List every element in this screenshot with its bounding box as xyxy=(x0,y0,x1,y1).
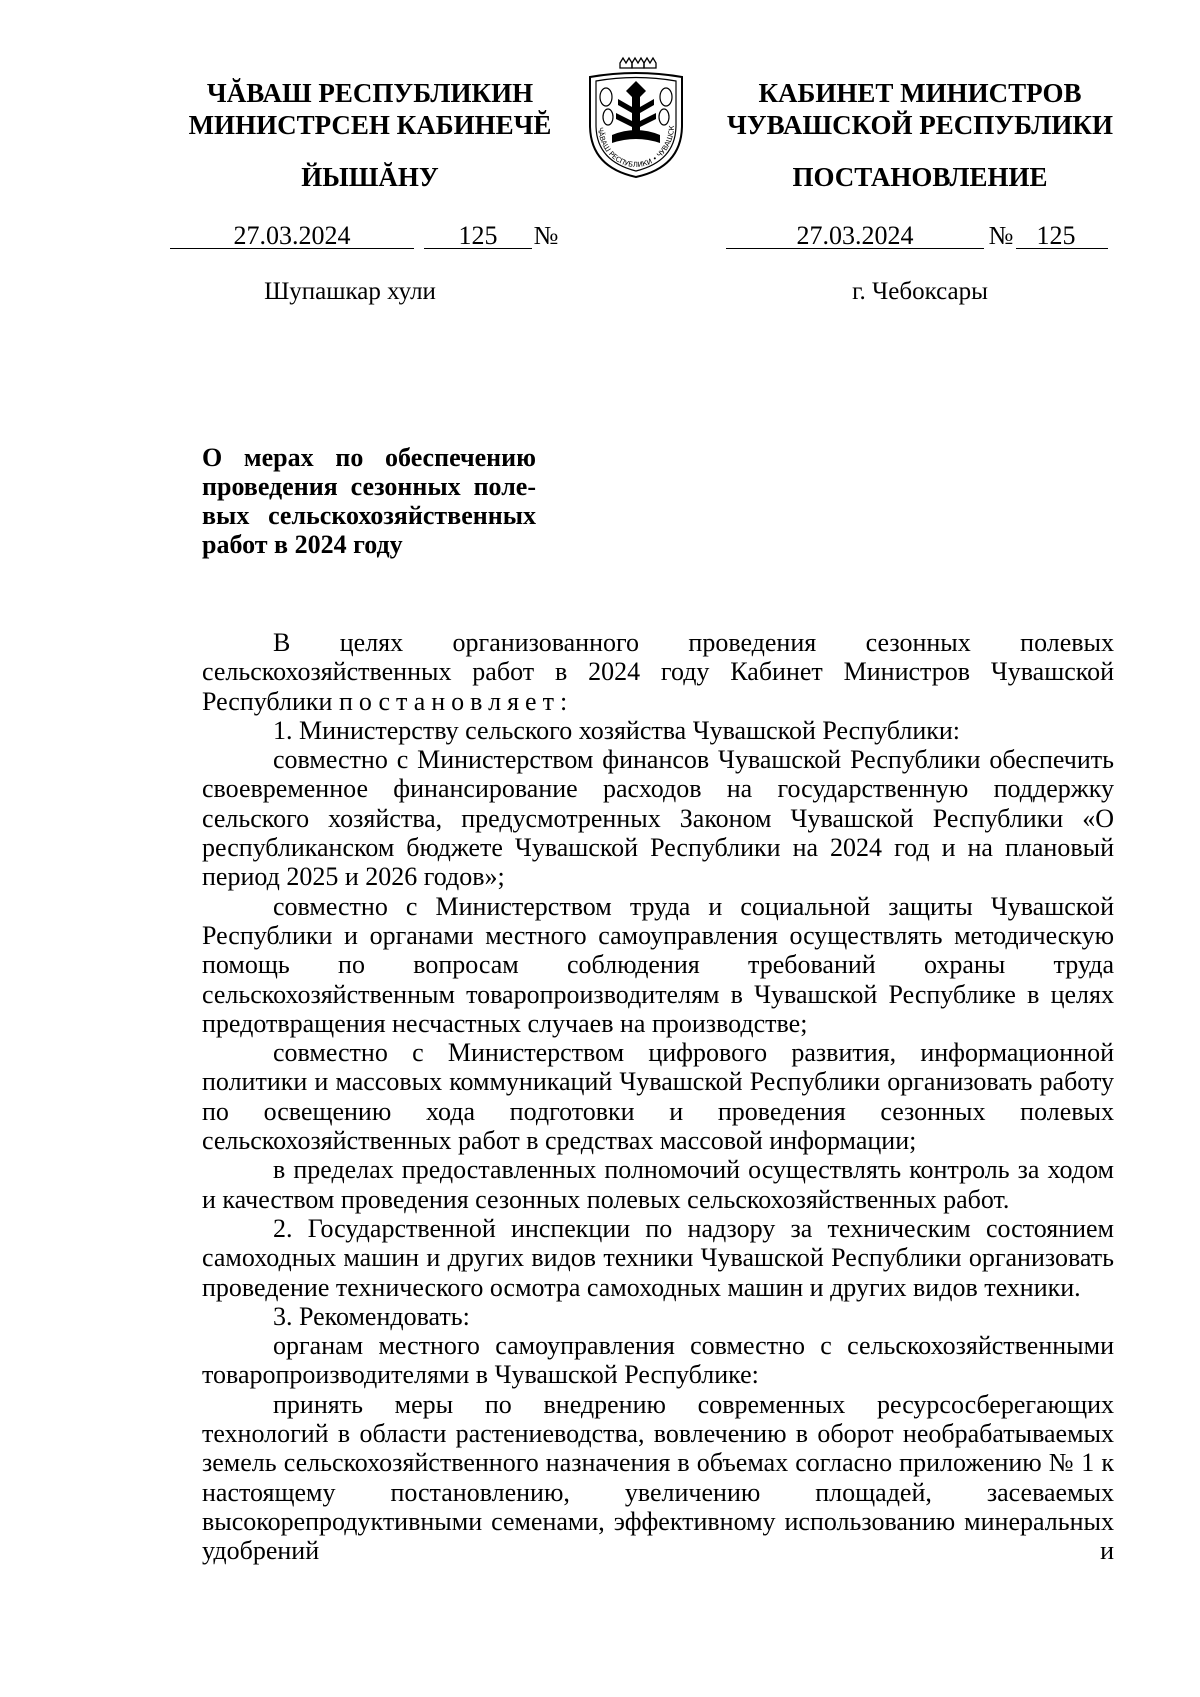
body-paragraph: в пределах предоставленных полномочий осуществлять контроль за ходом и качеством проведения сезонных полевых сельскохозяйственных работ. xyxy=(202,1155,1114,1214)
left-doc-type: ЙЫШĂНУ xyxy=(301,162,439,192)
body-paragraph: совместно с Министерством цифрового развития, информационной политики и массовых коммуникаций Чувашской Республики организовать работу по освещению хода подготовки и проведения сезонных полевых сельскохозяйственных работ в средствах массовой информации; xyxy=(202,1038,1114,1156)
document-subject xyxy=(202,443,536,559)
body-intro-paragraph xyxy=(202,628,1114,716)
right-org-line2: ЧУВАШСКОЙ РЕСПУБЛИКИ xyxy=(727,110,1113,140)
document-body xyxy=(202,628,1114,1566)
body-paragraph: 1. Министерству сельского хозяйства Чувашской Республики: xyxy=(273,715,961,745)
subject-line: О мерах по обеспечению xyxy=(202,443,536,472)
right-number-sign: № xyxy=(988,221,1014,250)
right-city: г. Чебоксары xyxy=(852,278,988,305)
subject-line: вых сельскохозяйственных xyxy=(202,501,536,530)
decree-word: постановляет: xyxy=(338,686,574,716)
body-paragraph: совместно с Министерством финансов Чувашской Республики обеспечить своевременное финансирование расходов на государственную поддержку сельского хозяйства, предусмотренных Законом Чувашской Республики «О республиканском бюджете Чувашской Республики на 2024 год и на плановый период 2025 и 2026 годов»; xyxy=(202,745,1114,892)
body-paragraph: принять меры по внедрению современных ресурсосберегающих технологий в области растениеводства, вовлечению в оборот необрабатываемых земель сельскохозяйственного назначения в объемах согласно приложению № 1 к настоящему постановлению, увеличению площадей, засеваемых высокорепродуктивными семенами, эффективному использованию минеральных удобрений и xyxy=(202,1389,1114,1566)
right-date: 27.03.2024 xyxy=(796,221,914,250)
subject-line: проведения сезонных поле- xyxy=(202,472,536,501)
left-date: 27.03.2024 xyxy=(233,221,351,250)
right-doc-type: ПОСТАНОВЛЕНИЕ xyxy=(792,162,1048,192)
left-number-sign: № xyxy=(533,221,559,250)
left-org-line1: ЧĂВАШ РЕСПУБЛИКИН xyxy=(206,78,534,108)
body-paragraph: 3. Рекомендовать: xyxy=(273,1301,470,1331)
right-org-name xyxy=(720,77,1120,141)
body-paragraph: 2. Государственной инспекции по надзору за техническим состоянием самоходных машин и других видов техники Чувашской Республики организовать проведение технического осмотра самоходных машин и других видов техники. xyxy=(202,1213,1114,1302)
body-intro: В целях организованного проведения сезонных полевых сельскохозяйственных работ в 2024 году Кабинет Министров Чувашской Республики xyxy=(202,628,1114,716)
right-org-line1: КАБИНЕТ МИНИСТРОВ xyxy=(758,78,1082,108)
body-paragraph: совместно с Министерством труда и социальной защиты Чувашской Республики и органами местного самоуправления осуществлять методическую помощь по вопросам соблюдения требований охраны труда сельскохозяйственным товаропроизводителям в Чувашской Республике в целях предотвращения несчастных случаев на производстве; xyxy=(202,891,1114,1038)
body-paragraph: органам местного самоуправления совместно с сельскохозяйственными товаропроизводителями в Чувашской Республике: xyxy=(202,1331,1114,1390)
right-number: 125 xyxy=(1036,221,1076,250)
left-org-line2: МИНИСТРСЕН КАБИНЕЧĔ xyxy=(188,110,552,140)
left-city: Шупашкар хули xyxy=(264,278,436,305)
subject-line: работ в 2024 году xyxy=(202,530,403,559)
chuvash-republic-emblem-icon xyxy=(568,55,704,181)
left-number: 125 xyxy=(458,221,498,250)
left-org-name xyxy=(160,77,580,141)
svg-text:ЧĂВАШ РЕСПУБЛИКИ • ЧУВАШСКАЯ Р: ЧĂВАШ РЕСПУБЛИКИ • ЧУВАШСК xyxy=(596,125,677,170)
